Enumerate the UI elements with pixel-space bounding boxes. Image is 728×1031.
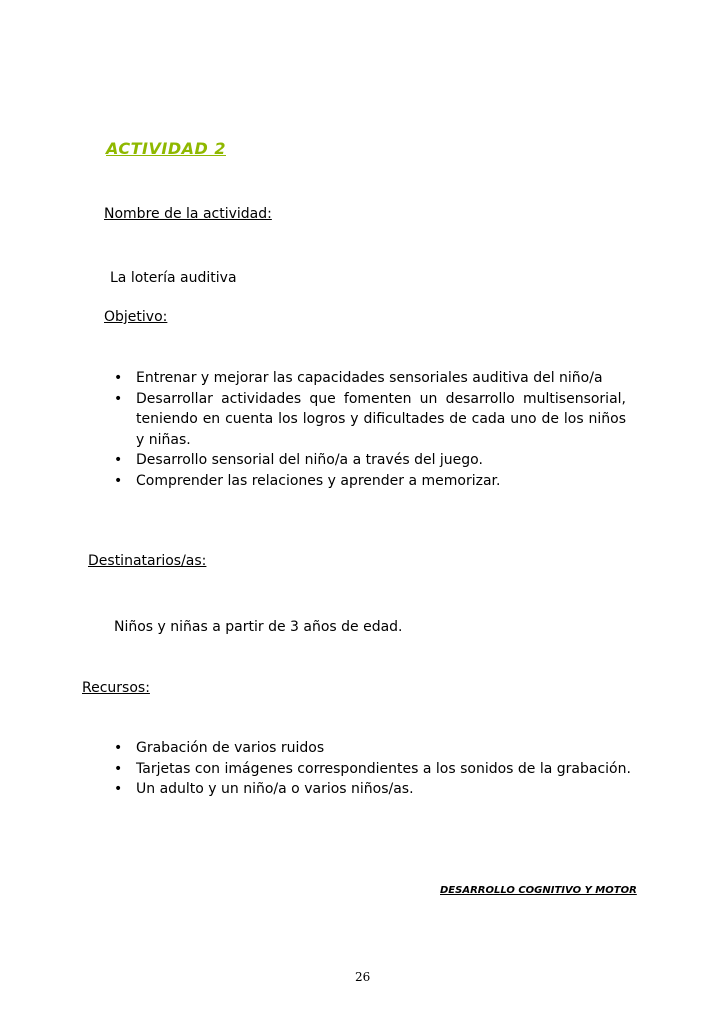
recipients-value: Niños y niñas a partir de 3 años de edad. bbox=[114, 619, 403, 635]
list-item bbox=[114, 368, 626, 389]
list-item bbox=[114, 471, 626, 492]
bullet-icon: • bbox=[114, 781, 123, 797]
objective-heading: Objetivo: bbox=[104, 309, 168, 325]
activity-title: ACTIVIDAD 2 bbox=[106, 139, 226, 158]
resources-list bbox=[114, 738, 674, 800]
resource-text: Tarjetas con imágenes correspondientes a los sonidos de la grabación. bbox=[136, 760, 631, 777]
bullet-icon: • bbox=[114, 370, 123, 386]
objective-text: Entrenar y mejorar las capacidades sensoriales auditiva del niño/a bbox=[136, 370, 603, 386]
name-heading: Nombre de la actividad: bbox=[104, 206, 272, 222]
objective-text: Comprender las relaciones y aprender a memorizar. bbox=[136, 472, 501, 489]
objective-text: Desarrollar actividades que fomenten un desarrollo multisensorial, teniendo en cuenta los logros y dificultades de cada uno de los niños y niñas. bbox=[136, 390, 626, 448]
bullet-icon: • bbox=[114, 760, 123, 777]
list-item bbox=[114, 738, 674, 759]
page-number: 26 bbox=[355, 970, 371, 984]
resource-text: Un adulto y un niño/a o varios niños/as. bbox=[136, 781, 414, 797]
list-item bbox=[114, 450, 626, 471]
bullet-icon: • bbox=[114, 472, 123, 489]
bullet-icon: • bbox=[114, 390, 123, 407]
footer-section-label: DESARROLLO COGNITIVO Y MOTOR bbox=[440, 885, 637, 896]
list-item bbox=[114, 779, 674, 800]
objective-text: Desarrollo sensorial del niño/a a través del juego. bbox=[136, 452, 483, 468]
bullet-icon: • bbox=[114, 452, 123, 468]
bullet-icon: • bbox=[114, 740, 123, 756]
activity-name: La lotería auditiva bbox=[110, 270, 237, 286]
objective-list bbox=[114, 368, 626, 491]
recipients-heading: Destinatarios/as: bbox=[88, 553, 207, 569]
resources-heading: Recursos: bbox=[82, 680, 150, 696]
list-item bbox=[114, 759, 674, 780]
list-item bbox=[114, 389, 626, 451]
resource-text: Grabación de varios ruidos bbox=[136, 740, 325, 756]
